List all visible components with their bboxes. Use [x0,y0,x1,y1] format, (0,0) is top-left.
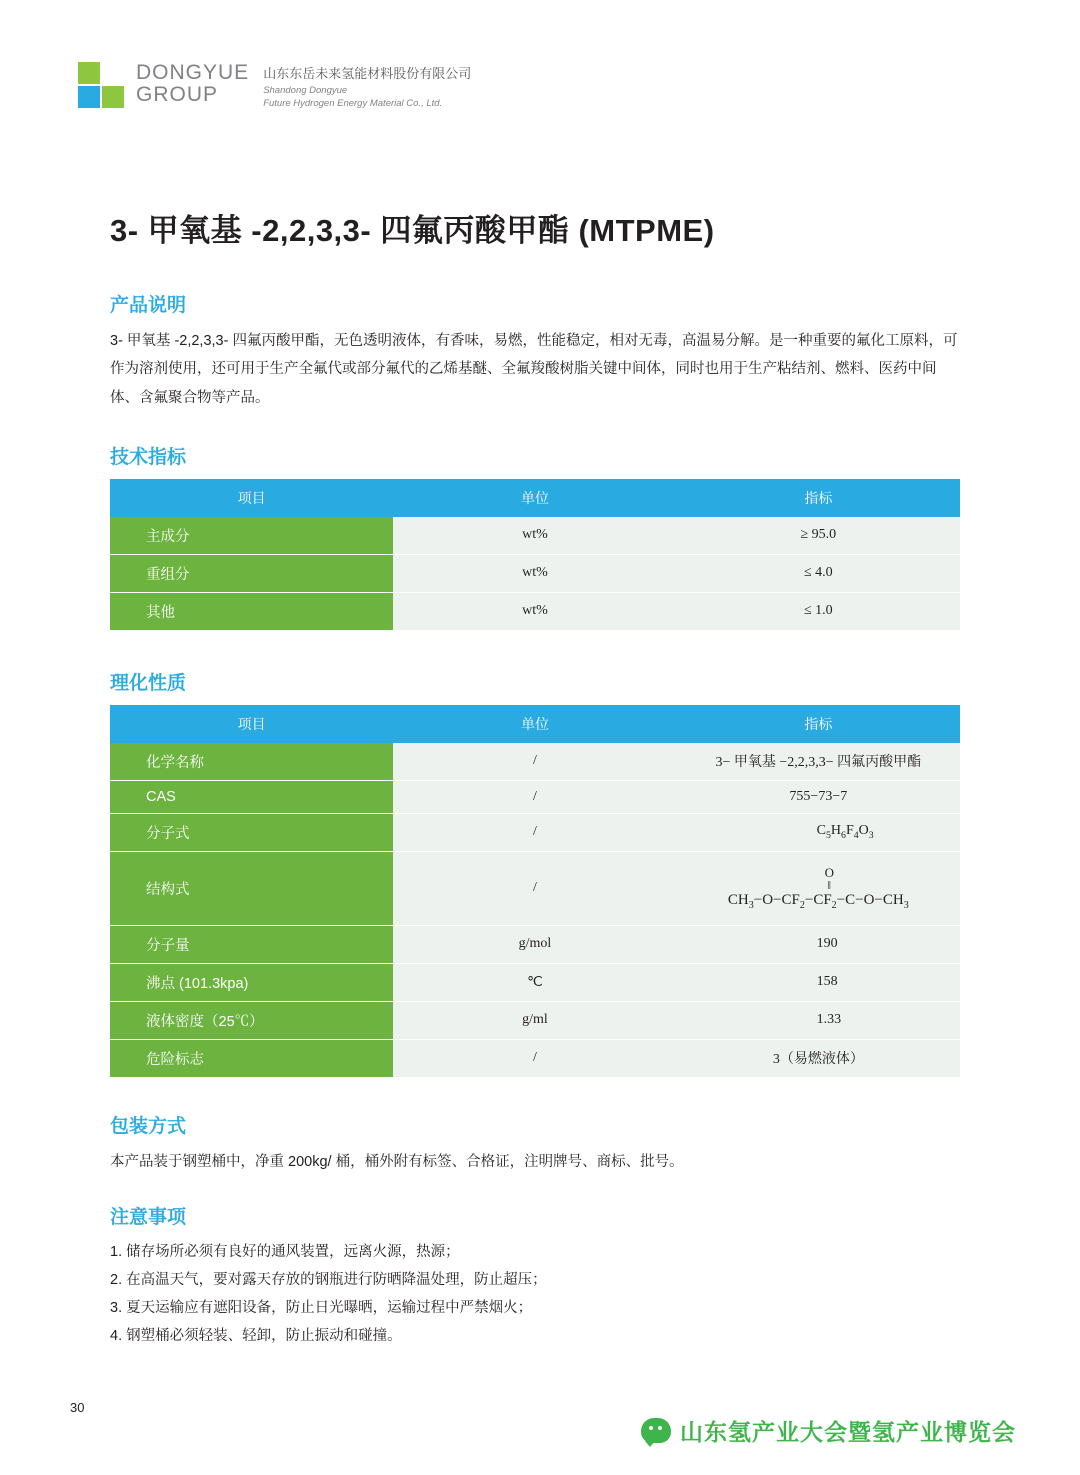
company-name-en-line2: Future Hydrogen Energy Material Co., Ltd. [263,98,443,110]
content-area [110,290,960,1375]
col-header-value: 指标 [677,479,960,517]
table-row [110,851,960,925]
table-row [110,592,960,630]
table-row [110,517,960,555]
section-heading-technical-spec: 技术指标 [110,446,187,468]
cell-value: 3− 甲氧基 −2,2,3,3− 四氟丙酸甲酯 [677,743,960,781]
table-row [110,554,960,592]
page-title: 3- 甲氧基 -2,2,3,3- 四氟丙酸甲酯 (MTPME) [110,213,715,248]
dongyue-logo-icon [78,62,126,110]
section-product-description [110,290,960,412]
col-header-value: 指标 [677,705,960,743]
logo-text-group [136,62,471,111]
table-row [110,1001,960,1039]
cell-unit: g/ml [393,1001,676,1039]
table-row [110,780,960,813]
cell-unit: wt% [393,554,676,592]
list-item: 2. 在高温天气，要对露天存放的钢瓶进行防晒降温处理，防止超压； [110,1271,547,1288]
cell-item: 分子量 [110,925,393,963]
packaging-text: 本产品装于钢塑桶中，净重 200kg/ 桶，桶外附有标签、合格证，注明牌号、商标、批号。 [110,1153,684,1170]
cell-unit: / [393,743,676,781]
cell-value-molecular-formula: $C_5H_6F_4O_3$ [677,813,960,851]
table-row [110,813,960,851]
table-row [110,925,960,963]
cell-item: 分子式 [110,813,393,851]
cell-value-structural-formula: O ‖ $CH_3-O-CF_2-CF_2-C-O-CH_3$ [677,851,960,925]
cell-item: 液体密度（25℃） [110,1001,393,1039]
cell-unit: wt% [393,517,676,555]
section-technical-spec [110,442,960,630]
cell-item: 重组分 [110,554,393,592]
table-header-row [110,479,960,517]
section-notes [110,1202,960,1349]
product-description-text: 3- 甲氧基 -2,2,3,3- 四氟丙酸甲酯，无色透明液体，有香味，易燃，性能稳定，相对无毒，高温易分解。是一种重要的氟化工原料，可作为溶剂使用，还可用于生产全氟代或部分氟代的乙烯基醚、全氟羧酸树脂关键中间体，同时也用于生产粘结剂、燃料、医药中间体、含氟聚合物等产品。 [110,333,958,406]
section-heading-packaging: 包装方式 [110,1115,187,1137]
col-header-unit: 单位 [393,479,676,517]
company-name-cn: 山东东岳未来氢能材料股份有限公司 [263,66,472,81]
cell-item: 结构式 [110,851,393,925]
company-name-block [263,62,471,111]
cell-unit: / [393,851,676,925]
cell-value: ≤ 4.0 [677,554,960,592]
list-item: 4. 钢塑桶必须轻装、轻卸，防止振动和碰撞。 [110,1327,402,1344]
list-item: 3. 夏天运输应有遮阳设备，防止日光曝晒，运输过程中严禁烟火； [110,1299,533,1316]
cell-item: 主成分 [110,517,393,555]
cell-unit: / [393,780,676,813]
cell-value: 3（易燃液体） [677,1039,960,1077]
physical-properties-table [110,705,960,1077]
section-packaging [110,1111,960,1176]
brand-name [136,62,249,106]
cell-item: 危险标志 [110,1039,393,1077]
cell-unit: wt% [393,592,676,630]
cell-item: 化学名称 [110,743,393,781]
page-header [78,62,471,111]
brand-name-line1: DONGYUE [136,61,250,84]
page-number: 30 [70,1400,85,1415]
cell-value: ≥ 95.0 [677,517,960,555]
cell-value: 158 [677,963,960,1001]
cell-value: 755−73−7 [677,780,960,813]
list-item: 1. 储存场所必须有良好的通风装置，远离火源，热源； [110,1244,460,1261]
cell-value: 1.33 [677,1001,960,1039]
wechat-icon [641,1418,671,1443]
brand-name-line2: GROUP [136,83,219,107]
cell-value: 190 [677,925,960,963]
table-row [110,1039,960,1077]
section-physical-properties [110,668,960,1077]
technical-spec-table [110,479,960,630]
cell-item: 其他 [110,592,393,630]
section-heading-notes: 注意事项 [110,1207,187,1229]
cell-unit: / [393,813,676,851]
cell-item: 沸点 (101.3kpa) [110,963,393,1001]
footer-banner [641,1414,1016,1447]
cell-item: CAS [110,780,393,813]
cell-unit: ℃ [393,963,676,1001]
col-header-unit: 单位 [393,705,676,743]
col-header-item: 项目 [110,479,393,517]
company-name-en-line1: Shandong Dongyue [263,84,348,96]
section-heading-product-description: 产品说明 [110,295,187,316]
col-header-item: 项目 [110,705,393,743]
section-heading-physical-properties: 理化性质 [110,672,187,694]
cell-unit: g/mol [393,925,676,963]
cell-unit: / [393,1039,676,1077]
table-header-row [110,705,960,743]
notes-list [110,1239,960,1349]
footer-banner-text: 山东氢产业大会暨氢产业博览会 [680,1419,1016,1445]
cell-value: ≤ 1.0 [677,592,960,630]
table-row [110,963,960,1001]
table-row [110,743,960,781]
